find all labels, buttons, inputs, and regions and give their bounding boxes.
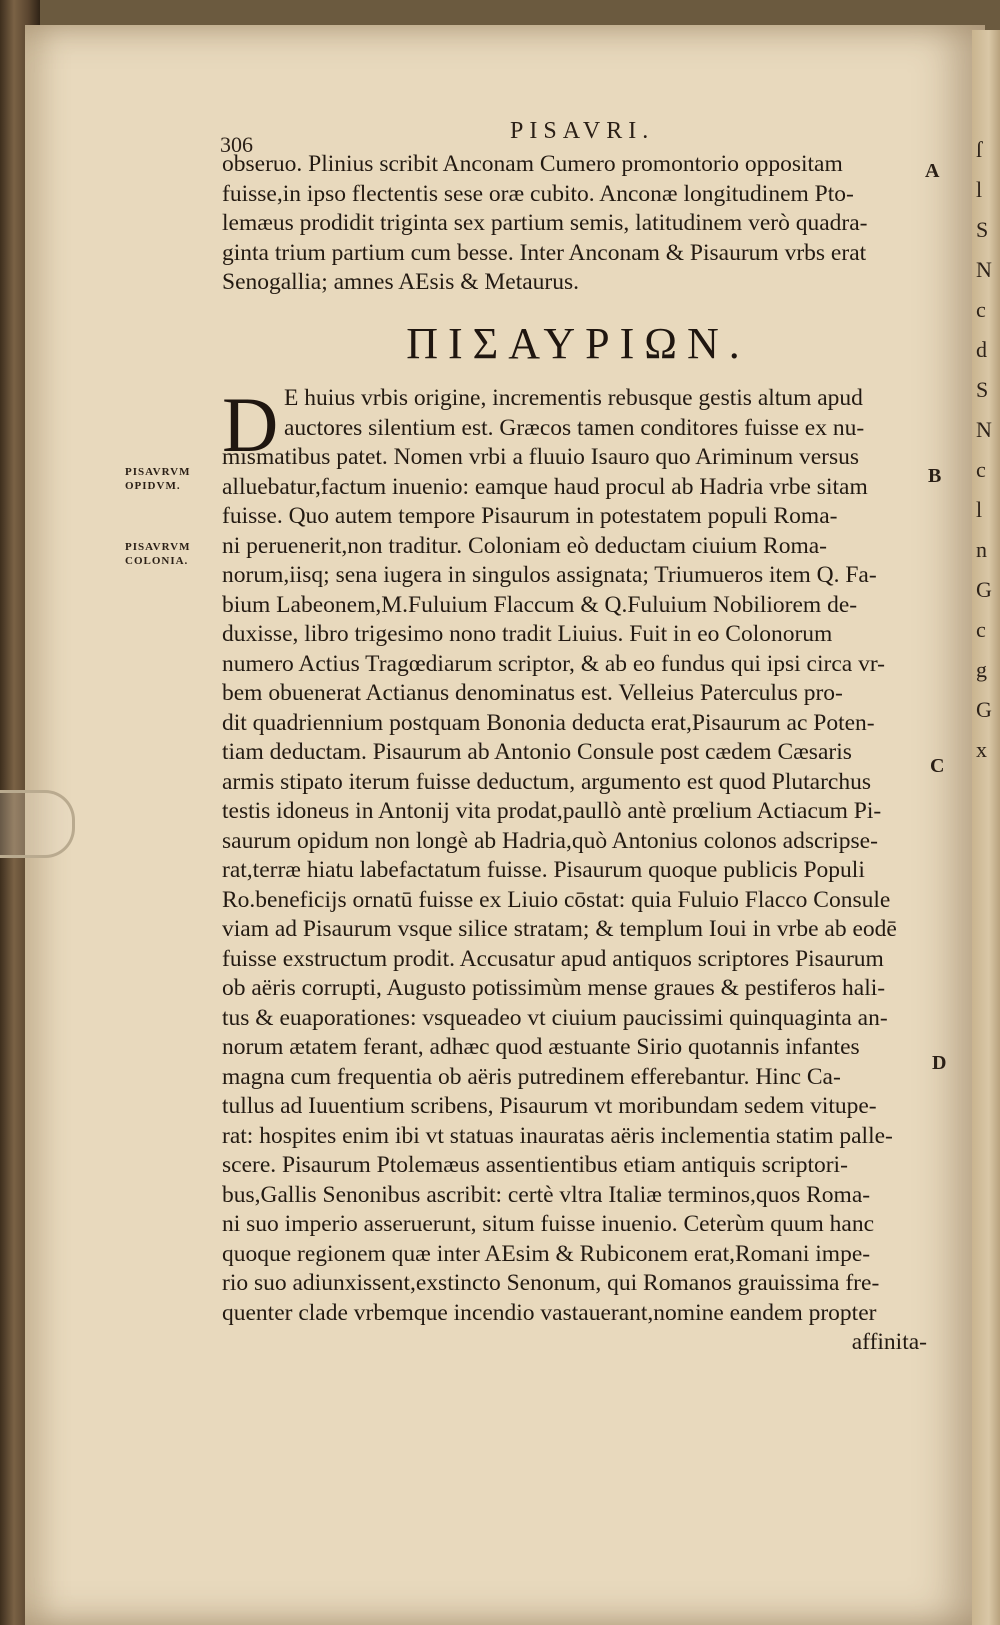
text-line: rio suo adiunxissent,exstincto Senonum, qui Romanos grauissima fre- [222, 1270, 880, 1296]
section-letter: D [932, 1052, 947, 1074]
text-line: tullus ad Iuuentium scribens, Pisaurum vt moribundam sedem vitupe- [222, 1093, 877, 1119]
text-line: norum,iisq; sena iugera in singulos assignata; Triumueros item Q. Fa- [222, 562, 877, 588]
text-line: fuisse,in ipso flectentis sese oræ cubito. Anconæ longitudinem Pto- [222, 180, 854, 207]
marginal-note-line: PISAVRVM [125, 466, 191, 478]
text-line: ginta trium partium cum besse. Inter Anconam & Pisaurum vrbs erat [222, 239, 867, 266]
marginal-note-line: PISAVRVM [125, 541, 191, 553]
text-line: bem obuenerat Actianus denominatus est. Velleius Paterculus pro- [222, 680, 843, 706]
text-line: viam ad Pisaurum vsque silice stratam; & templum Ioui in vrbe ab eodē [222, 916, 897, 942]
text-line: armis stipato iterum fuisse deductum, argumento est quod Plutarchus [222, 768, 871, 795]
text-line: quenter clade vrbemque incendio vastauerant,nomine eandem propter [222, 1299, 877, 1326]
marginal-note-line: COLONIA. [125, 555, 189, 567]
section-letter: C [930, 755, 945, 777]
text-line: testis idoneus in Antonij vita prodat,paullò antè prœlium Actiacum Pi- [222, 798, 882, 824]
greek-heading: ΠΙΣΑΥΡΙΩΝ. [406, 319, 750, 368]
drop-cap: D [222, 381, 279, 468]
main-paragraph [222, 381, 927, 1358]
page-number: 306 [220, 132, 253, 157]
section-letter: B [928, 465, 942, 487]
text-line: numero Actius Tragœdiarum scriptor, & ab eo fundus qui ipsi circa vr- [222, 650, 886, 677]
text-line: saurum opidum non longè ab Hadria,quò Antonius colonos adscripse- [222, 827, 878, 854]
text-line: ni suo imperio asseruerunt, situm fuisse inuenio. Ceterùm quum hanc [222, 1211, 875, 1237]
text-line: rat: hospites enim ibi vt statuas inauratas aëris inclementia statim palle- [222, 1122, 893, 1149]
text-line: auctores silentium est. Græcos tamen conditores fuisse ex nu- [284, 414, 865, 441]
text-line: duxisse, libro trigesimo nono tradit Liuius. Fuit in eo Colonorum [222, 621, 833, 647]
marginal-note [125, 540, 217, 568]
text-line: fuisse exstructum prodit. Accusatur apud antiquos scriptores Pisaurum [222, 945, 884, 972]
text-line: dit quadriennium postquam Bononia deducta erat,Pisaurum ac Poten- [222, 709, 875, 736]
marginal-note-line: OPIDVM. [125, 480, 181, 492]
intro-paragraph [222, 150, 927, 298]
text-line: bus,Gallis Senonibus ascribit: certè vltra Italiæ terminos,quos Roma- [222, 1181, 871, 1208]
text-line: scere. Pisaurum Ptolemæus assentientibus etiam antiquis scriptori- [222, 1152, 848, 1178]
text-line: tiam deductam. Pisaurum ab Antonio Consule post cædem Cæsaris [222, 739, 852, 765]
text-line: norum ætatem ferant, adhæc quod æstuante Sirio quotannis infantes [222, 1034, 860, 1060]
text-line: alluebatur,factum inuenio: eamque haud procul ab Hadria vrbe sitam [222, 473, 868, 500]
text-line: bium Labeonem,M.Fuluium Flaccum & Q.Fuluium Nobiliorem de- [222, 591, 858, 618]
text-line: rat,terræ hiatu labefactatum fuisse. Pisaurum quoque publicis Populi [222, 857, 865, 883]
text-line: ob aëris corrupti, Augusto potissimùm mense graues & pestiferos hali- [222, 975, 886, 1001]
section-letter: A [925, 160, 940, 182]
text-line: mismatibus patet. Nomen vrbi a fluuio Isauro quo Ariminum versus [222, 444, 860, 470]
catchword: affinita- [851, 1329, 927, 1355]
text-line: ni peruenerit,non traditur. Coloniam eò deductam ciuium Roma- [222, 532, 827, 559]
text-line: E huius vrbis origine, incrementis rebusque gestis altum apud [284, 385, 863, 411]
text-line: tus & euaporationes: vsqueadeo vt ciuium paucissimi quinquaginta an- [222, 1004, 888, 1031]
facing-page-text: ſ l S N c d S N c l n G c g G x [976, 137, 992, 762]
text-line: lemæus prodidit triginta sex partium semis, latitudinem verò quadra- [222, 210, 868, 236]
text-line: Ro.beneficijs ornatū fuisse ex Liuio cōstat: quia Fuluio Flacco Consule [222, 886, 891, 913]
marginal-note [125, 465, 217, 493]
text-line: magna cum frequentia ob aëris putredinem efferebantur. Hinc Ca- [222, 1063, 841, 1090]
text-line: quoque regionem quæ inter AEsim & Rubiconem erat,Romani impe- [222, 1240, 871, 1267]
running-head: PISAVRI. [510, 118, 655, 144]
text-line: Senogallia; amnes AEsis & Metaurus. [222, 269, 580, 295]
text-line: fuisse. Quo autem tempore Pisaurum in potestatem populi Roma- [222, 503, 838, 529]
page-clip-bookmark [0, 790, 75, 858]
text-line: obseruo. Plinius scribit Anconam Cumero promontorio oppositam [222, 151, 843, 177]
